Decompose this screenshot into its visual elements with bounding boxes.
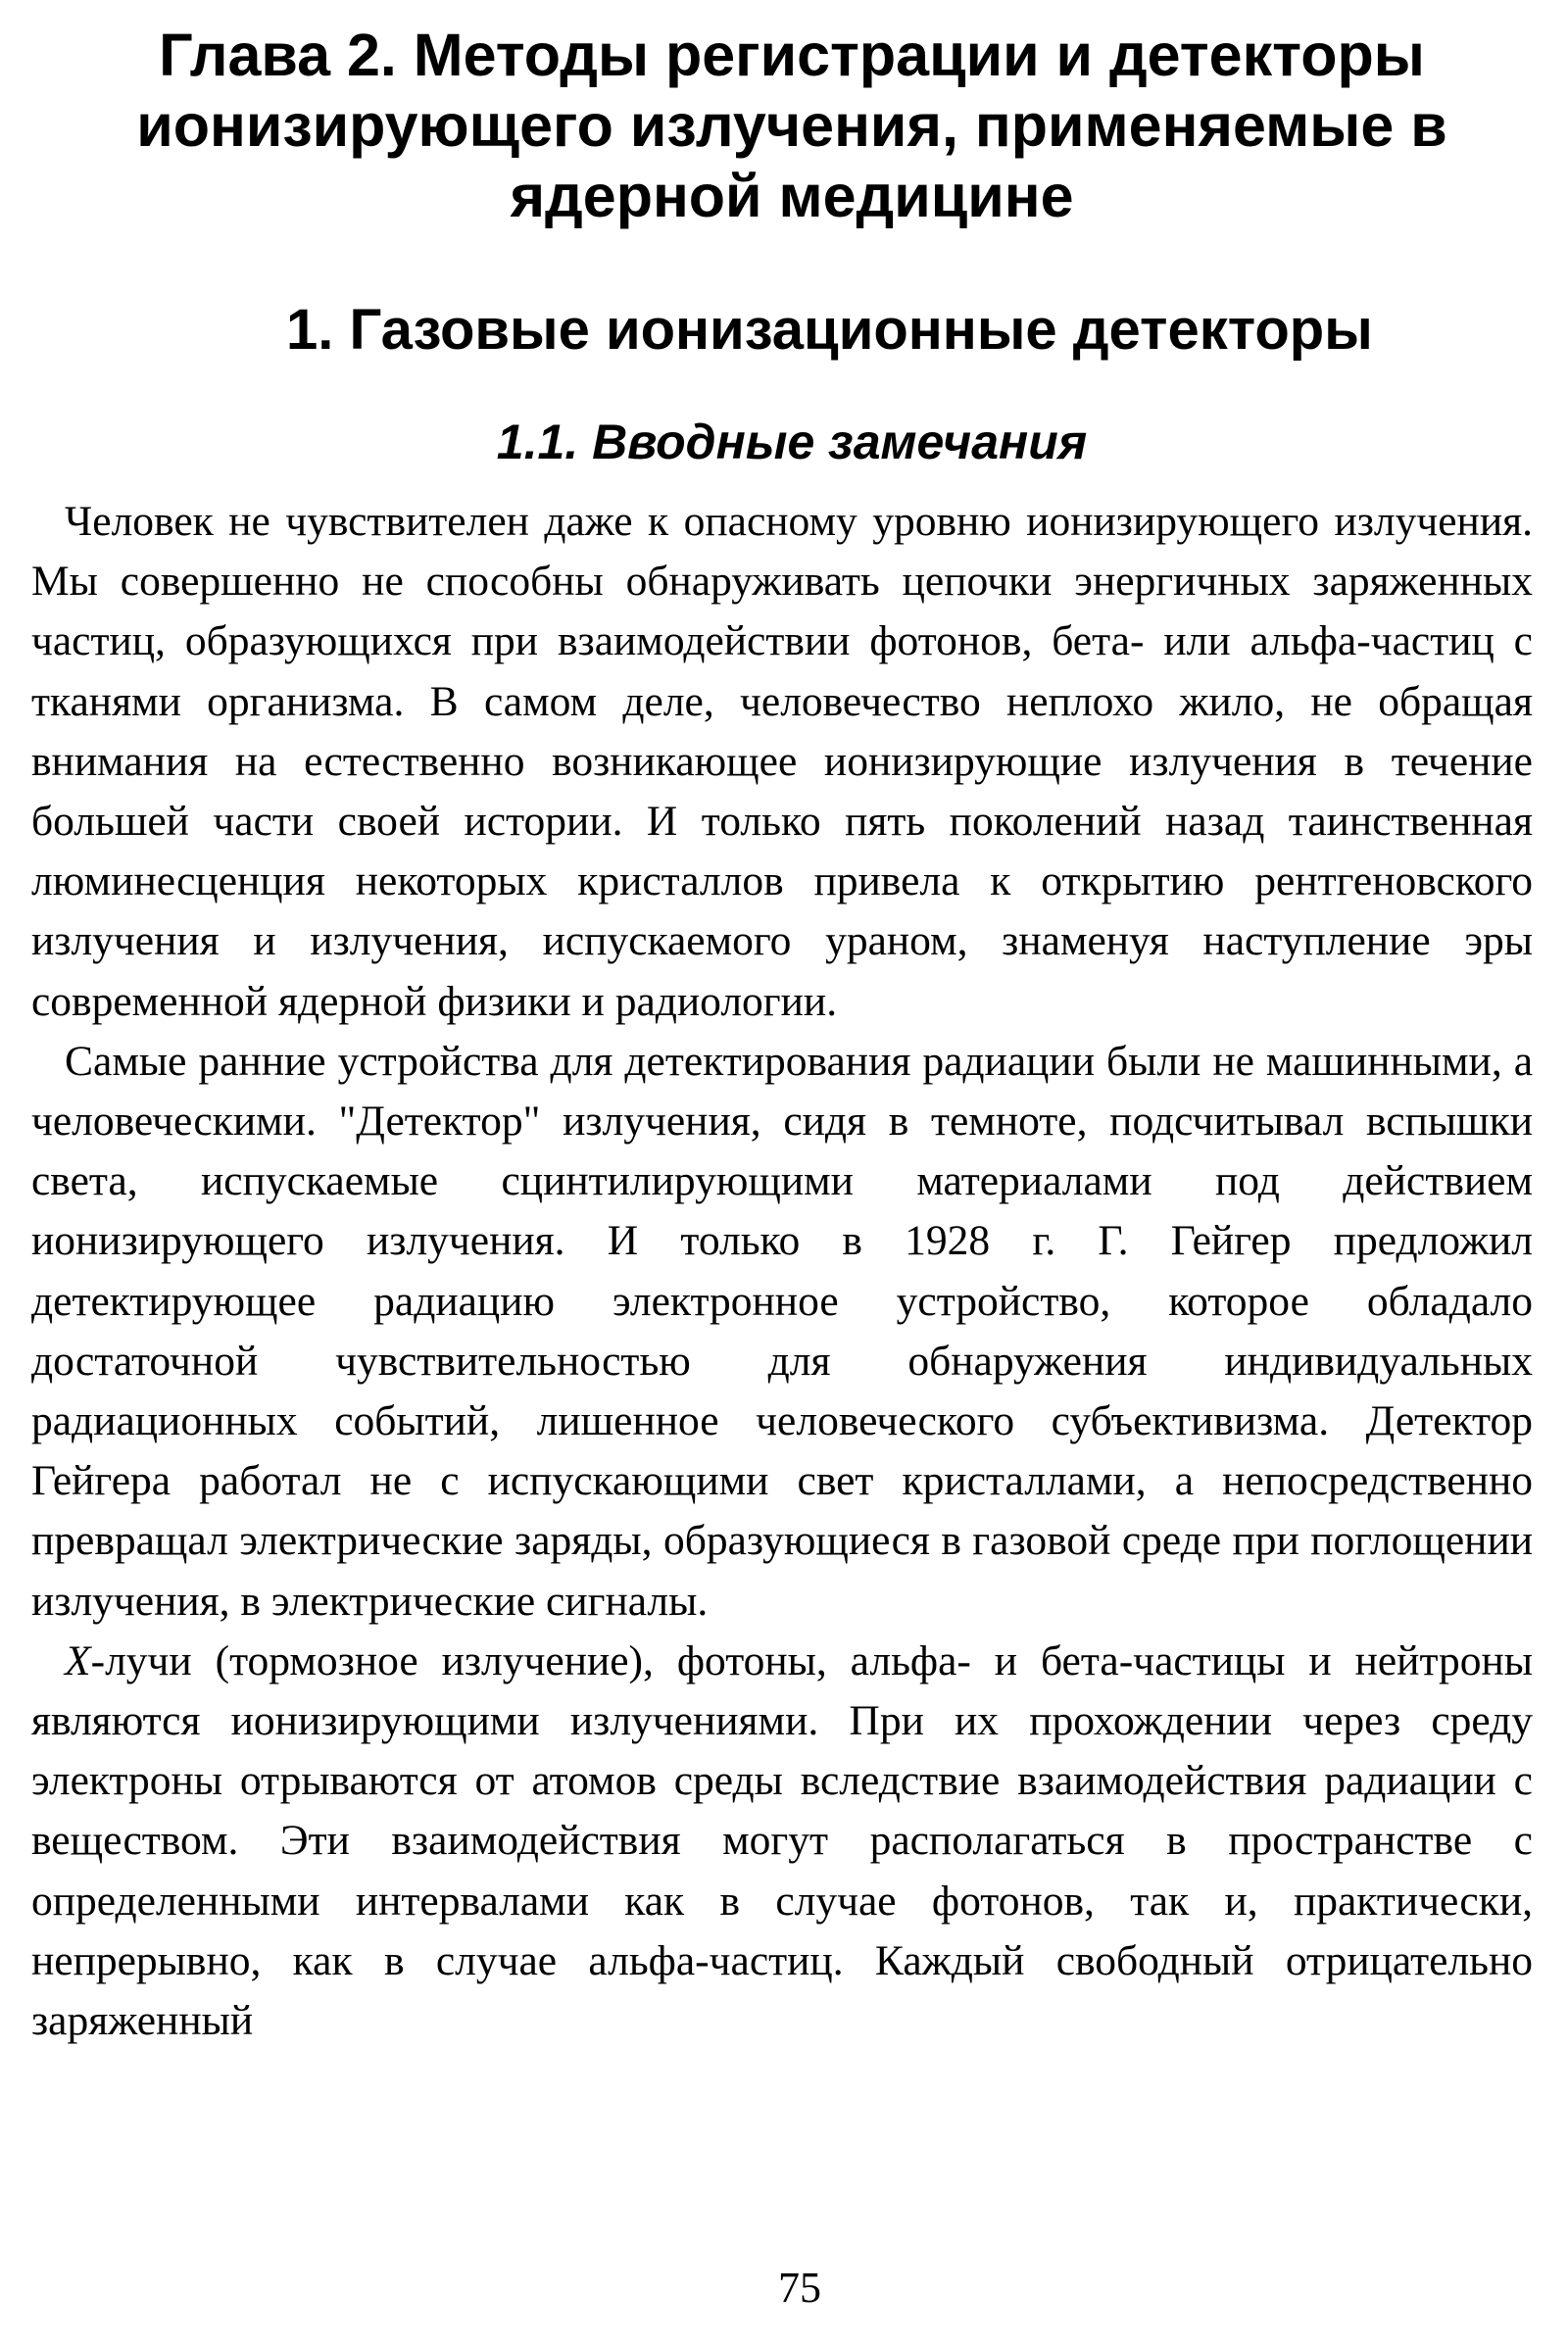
chapter-title-line-2: ионизирующего излучения, применяемые в — [136, 92, 1447, 159]
section-title: 1. Газовые ионизационные детекторы — [286, 298, 1373, 362]
page-number: 75 — [778, 2264, 821, 2312]
paragraph-3-italic-lead: X — [65, 1636, 91, 1684]
chapter-title — [31, 20, 1533, 231]
subsection-title: 1.1. Вводные замечания — [496, 415, 1088, 469]
paragraph-3-text: -лучи (тормозное излучение), фотоны, альфа- и бета-частицы и нейтроны являются ионизирующими излучениями. При их прохождении через среду электроны отрываются от атомов среды вследствие взаимодействия радиации с веществом. Эти взаимодействия могут располагаться в пространстве с определенными интервалами как в случае фотонов, так и, практически, непрерывно, как в случае альфа-частиц. Каждый свободный отрицательно заряженный — [31, 1636, 1533, 2045]
body-text — [31, 492, 1533, 2051]
paragraph-2: Самые ранние устройства для детектирования радиации были не машинными, а человеческими. "Детектор" излучения, сидя в темноте, подсчитывал вспышки света, испускаемые сцинтилирующими материалами под действием ионизирующего излучения. И только в 1928 г. Г. Гейгер предложил детектирующее радиацию электронное устройство, которое обладало достаточной чувствительностью для обнаружения индивидуальных радиационных событий, лишенное человеческого субъективизма. Детектор Гейгера работал не с испускающими свет кристаллами, а непосредственно превращал электрические заряды, образующиеся в газовой среде при поглощении излучения, в электрические сигналы. — [31, 1037, 1533, 1625]
chapter-title-line-1: Глава 2. Методы регистрации и детекторы — [159, 22, 1425, 88]
paragraph-3 — [31, 1632, 1533, 2051]
paragraph-1: Человек не чувствителен даже к опасному уровню ионизирующего излучения. Мы совершенно не способны обнаруживать цепочки энергичных заряженных частиц, образующихся при взаимодействии фотонов, бета- или альфа-частиц с тканями организма. В самом деле, человечество неплохо жило, не обращая внимания на естественно возникающее ионизирующие излучения в течение большей части своей истории. И только пять поколений назад таинственная люминесценция некоторых кристаллов привела к открытию рентгеновского излучения и излучения, испускаемого ураном, знаменуя наступление эры современной ядерной физики и радиологии. — [31, 498, 1533, 1025]
chapter-title-line-3: ядерной медицине — [510, 163, 1074, 229]
